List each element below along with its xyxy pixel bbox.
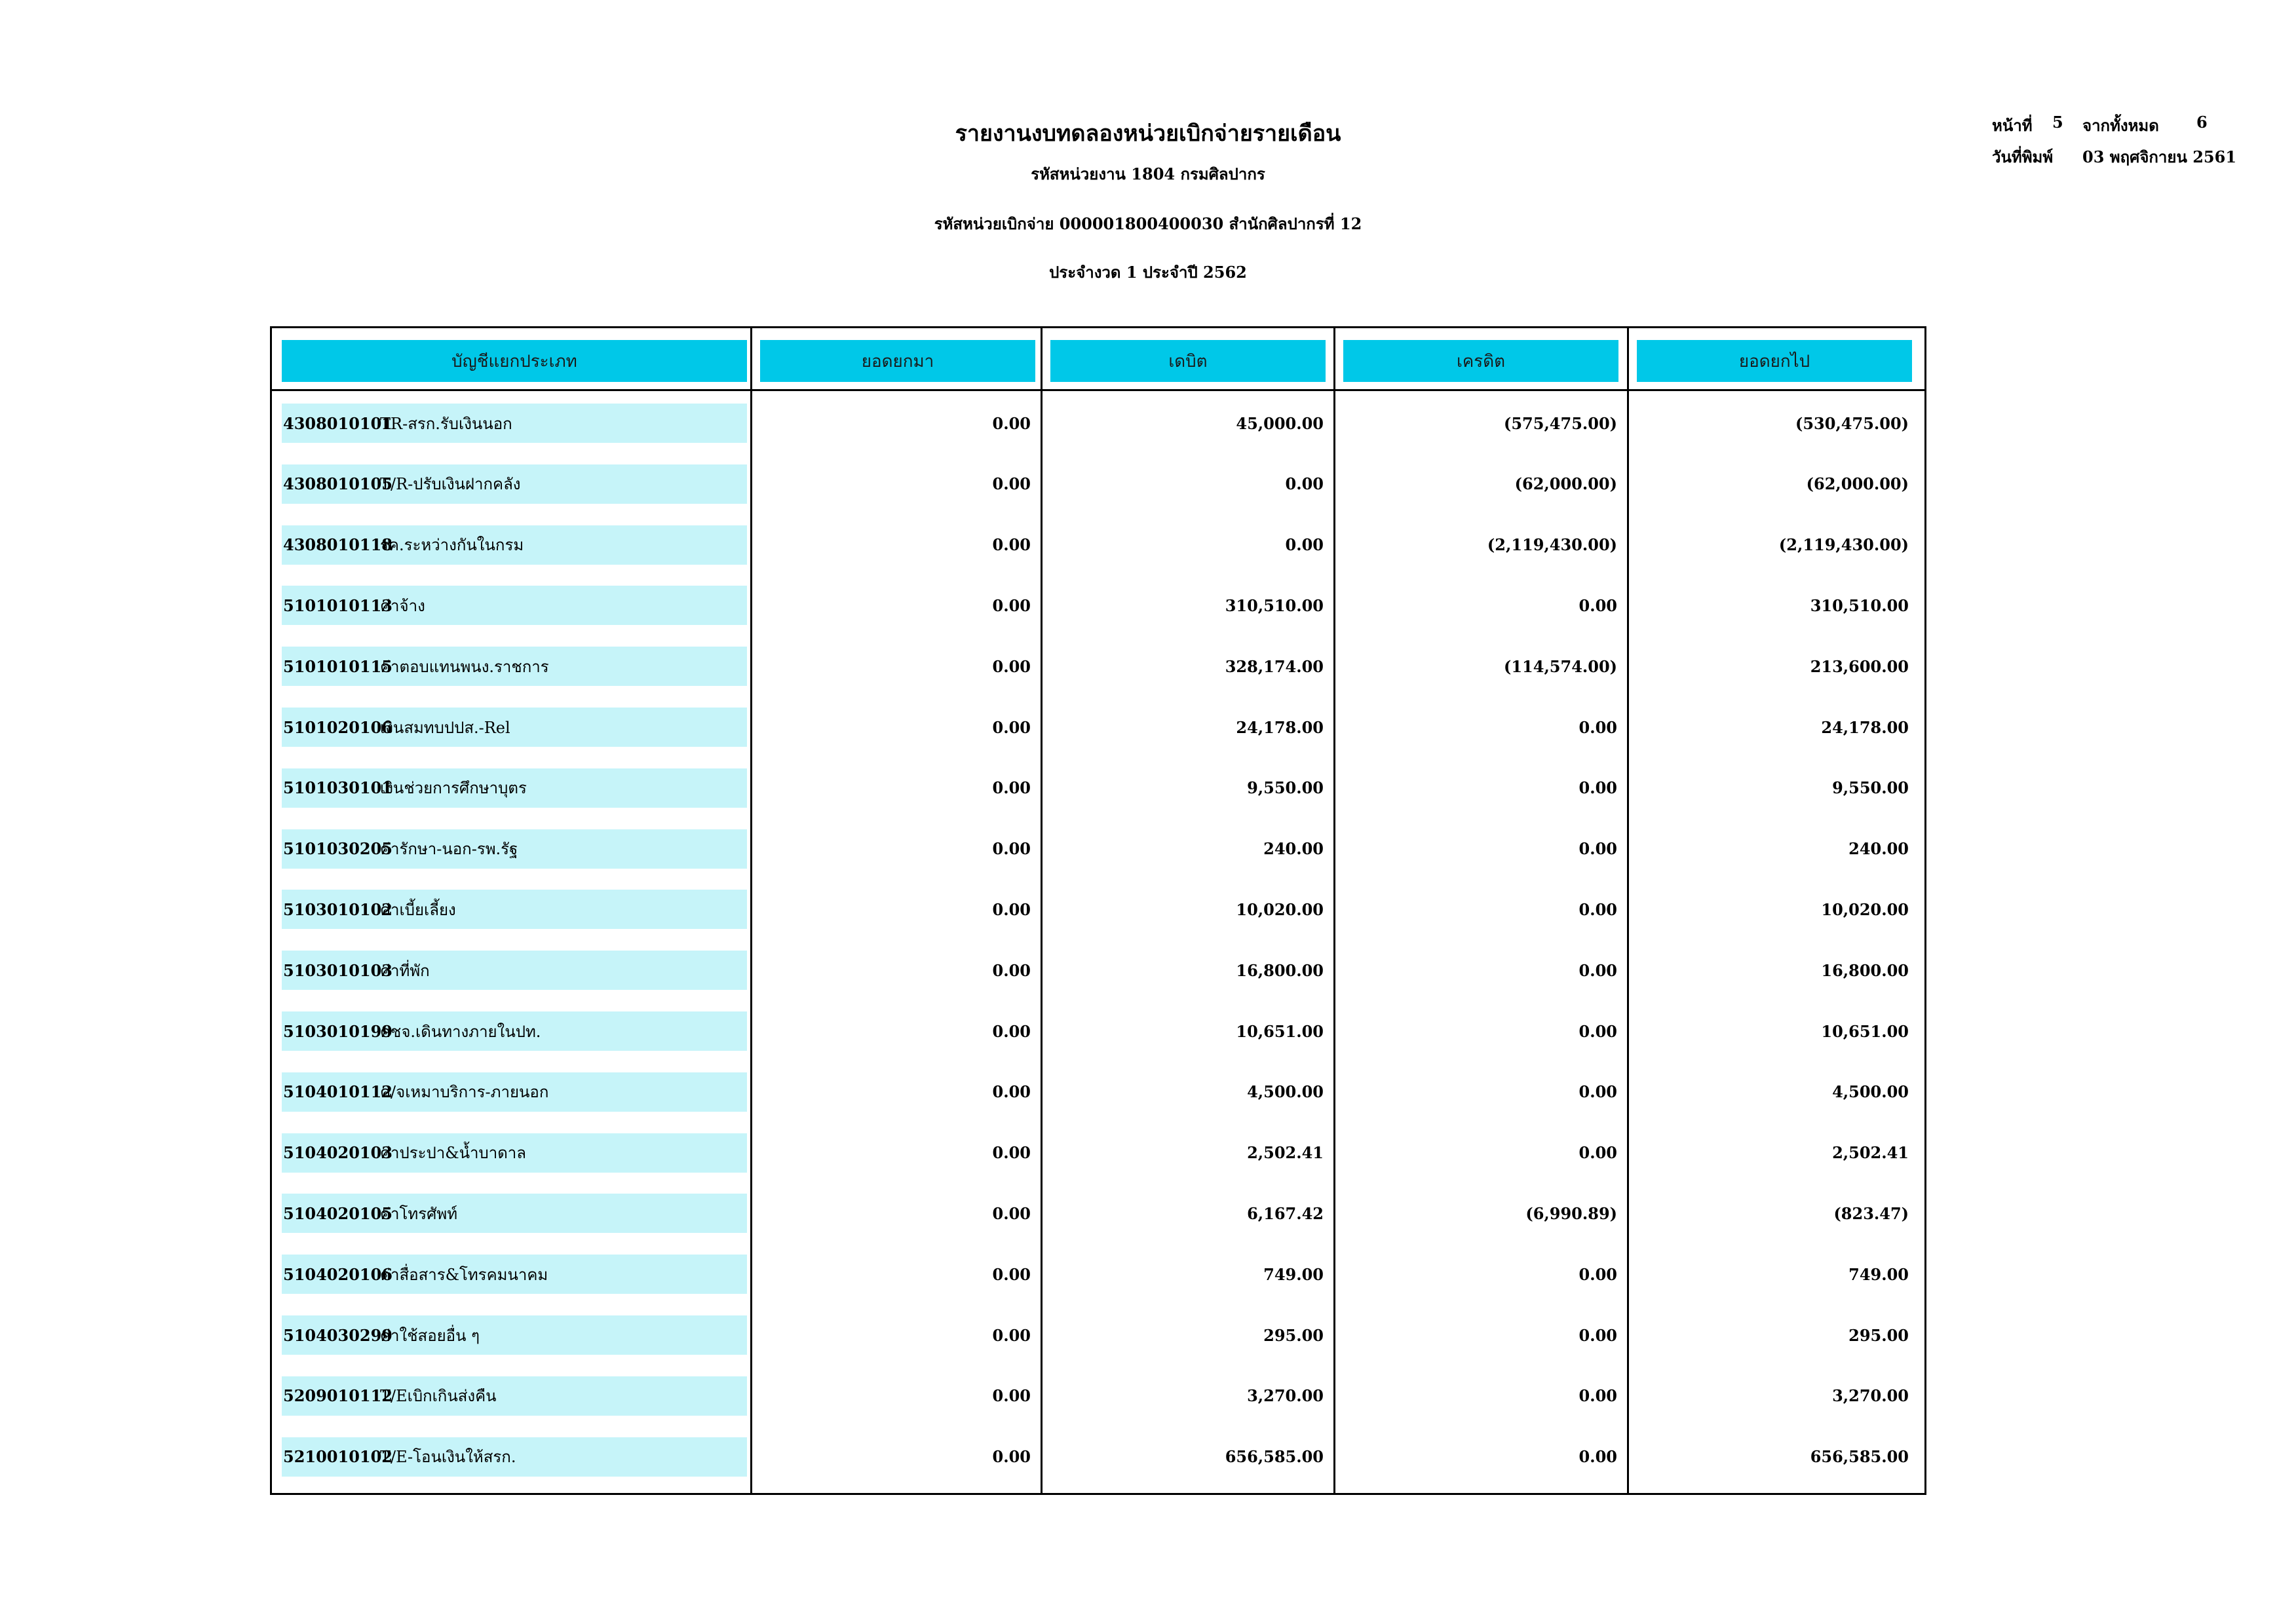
credit-cell: (62,000.00) (1514, 474, 1617, 494)
carried-forward-cell: 24,178.00 (1821, 717, 1909, 737)
account-code: 5103010102 (283, 899, 392, 919)
brought-forward-cell: 0.00 (992, 960, 1031, 980)
debit-cell: 6,167.42 (1247, 1203, 1324, 1223)
debit-cell: 45,000.00 (1236, 413, 1324, 433)
brought-forward-cell: 0.00 (992, 1386, 1031, 1406)
account-name: เงินช่วยการศึกษาบุตร (380, 779, 527, 798)
carried-forward-cell: 2,502.41 (1832, 1143, 1909, 1163)
account-cell (282, 1072, 747, 1112)
account-code: 5101030205 (283, 839, 392, 859)
account-name: ค่าโทรศัพท์ (380, 1204, 458, 1223)
print-date: 03 พฤศจิกายน 2561 (2082, 147, 2237, 166)
total-label: จากทั้งหมด (2082, 116, 2159, 135)
account-code: 5101010115 (283, 656, 392, 676)
brought-forward-cell: 0.00 (992, 1264, 1031, 1284)
account-cell (282, 1194, 747, 1233)
column-header-debit: เดบิต (1050, 340, 1326, 382)
debit-cell: 10,651.00 (1236, 1021, 1324, 1041)
account-name: ค่าที่พัก (380, 961, 430, 980)
credit-cell: 0.00 (1578, 1143, 1617, 1163)
debit-cell: 16,800.00 (1236, 960, 1324, 980)
account-code: 5210010102 (283, 1447, 392, 1467)
brought-forward-cell: 0.00 (992, 1143, 1031, 1163)
account-code: 4308010105 (283, 474, 392, 494)
account-name: คชจ.เดินทางภายในปท. (380, 1022, 541, 1041)
debit-cell: 0.00 (1285, 474, 1324, 494)
brought-forward-cell: 0.00 (992, 1082, 1031, 1102)
carried-forward-cell: 310,510.00 (1810, 595, 1909, 615)
carried-forward-cell: 295.00 (1848, 1325, 1909, 1345)
carried-forward-cell: 10,651.00 (1821, 1021, 1909, 1041)
account-cell (282, 525, 747, 565)
account-code: 5101020106 (283, 717, 392, 737)
account-code: 5104030299 (283, 1325, 392, 1345)
brought-forward-cell: 0.00 (992, 717, 1031, 737)
carried-forward-cell: 10,020.00 (1821, 899, 1909, 919)
credit-cell: 0.00 (1578, 1325, 1617, 1345)
debit-cell: 240.00 (1263, 839, 1324, 859)
brought-forward-cell: 0.00 (992, 656, 1031, 676)
account-name: ค/จเหมาบริการ-ภายนอก (380, 1083, 549, 1102)
account-cell (282, 951, 747, 990)
trial-balance-table (270, 326, 1926, 1495)
account-cell (282, 647, 747, 686)
account-code: 5101010113 (283, 595, 392, 615)
carried-forward-cell: 240.00 (1848, 839, 1909, 859)
account-name: ค่ารักษา-นอก-รพ.รัฐ (380, 840, 518, 859)
table-row (272, 1011, 1928, 1051)
debit-cell: 10,020.00 (1236, 899, 1324, 919)
account-name: T/Eเบิกเกินส่งคืน (380, 1387, 497, 1406)
account-name: ค่าประปา&น้ำบาดาล (380, 1144, 526, 1163)
account-code: 5104010112 (283, 1082, 392, 1102)
account-cell (282, 1437, 747, 1477)
column-header-credit: เครดิต (1343, 340, 1618, 382)
carried-forward-cell: 9,550.00 (1832, 778, 1909, 798)
page-number: 5 (2052, 113, 2063, 132)
table-row (272, 1255, 1928, 1294)
disbursing-unit-line: รหัสหน่วยเบิกจ่าย 000001800400030 สำนักศิลปากรที่ 12 (934, 214, 1362, 233)
column-header-carried-forward: ยอดยกไป (1637, 340, 1912, 382)
table-row (272, 829, 1928, 869)
account-code: 5103010103 (283, 960, 392, 980)
account-cell (282, 829, 747, 869)
table-row (272, 647, 1928, 686)
brought-forward-cell: 0.00 (992, 839, 1031, 859)
debit-cell: 328,174.00 (1225, 656, 1324, 676)
table-row (272, 768, 1928, 808)
carried-forward-cell: 656,585.00 (1810, 1447, 1909, 1467)
credit-cell: 0.00 (1578, 1021, 1617, 1041)
debit-cell: 749.00 (1263, 1264, 1324, 1284)
account-name: T/E-โอนเงินให้สรก. (380, 1448, 516, 1467)
brought-forward-cell: 0.00 (992, 413, 1031, 433)
table-row (272, 1072, 1928, 1112)
credit-cell: 0.00 (1578, 899, 1617, 919)
account-code: 5104020103 (283, 1143, 392, 1163)
credit-cell: 0.00 (1578, 1386, 1617, 1406)
debit-cell: 2,502.41 (1247, 1143, 1324, 1163)
account-cell (282, 708, 747, 747)
account-cell (282, 1315, 747, 1355)
page-label: หน้าที่ (1992, 116, 2033, 135)
table-row (272, 404, 1928, 443)
debit-cell: 9,550.00 (1247, 778, 1324, 798)
table-row (272, 586, 1928, 625)
table-row (272, 1437, 1928, 1477)
account-cell (282, 890, 747, 929)
carried-forward-cell: (823.47) (1833, 1203, 1909, 1223)
table-row (272, 890, 1928, 929)
account-cell (282, 1255, 747, 1294)
carried-forward-cell: (2,119,430.00) (1778, 535, 1909, 555)
account-cell (282, 1133, 747, 1173)
account-cell (282, 1011, 747, 1051)
print-date-label: วันที่พิมพ์ (1992, 147, 2054, 166)
brought-forward-cell: 0.00 (992, 474, 1031, 494)
carried-forward-cell: (530,475.00) (1795, 413, 1909, 433)
credit-cell: (2,119,430.00) (1487, 535, 1617, 555)
credit-cell: 0.00 (1578, 717, 1617, 737)
credit-cell: 0.00 (1578, 1264, 1617, 1284)
carried-forward-cell: 3,270.00 (1832, 1386, 1909, 1406)
credit-cell: 0.00 (1578, 960, 1617, 980)
brought-forward-cell: 0.00 (992, 778, 1031, 798)
debit-cell: 295.00 (1263, 1325, 1324, 1345)
account-name: ค่าสื่อสาร&โทรคมนาคม (380, 1265, 548, 1284)
account-code: 4308010101 (283, 413, 392, 433)
brought-forward-cell: 0.00 (992, 1021, 1031, 1041)
account-code: 4308010118 (283, 535, 392, 555)
debit-cell: 3,270.00 (1247, 1386, 1324, 1406)
credit-cell: (6,990.89) (1525, 1203, 1617, 1223)
account-name: ค่าใช้สอยอื่น ๆ (380, 1326, 480, 1345)
account-name: TR-สรก.รับเงินนอก (380, 414, 512, 433)
account-cell (282, 464, 747, 504)
table-row (272, 1315, 1928, 1355)
account-name: เงินสมทบปปส.-Rel (380, 718, 510, 737)
debit-cell: 310,510.00 (1225, 595, 1324, 615)
credit-cell: (114,574.00) (1503, 656, 1617, 676)
account-name: ค่าจ้าง (380, 596, 425, 615)
brought-forward-cell: 0.00 (992, 899, 1031, 919)
account-code: 5101030101 (283, 778, 392, 798)
account-cell (282, 1376, 747, 1416)
brought-forward-cell: 0.00 (992, 1447, 1031, 1467)
account-name: รค.ระหว่างกันในกรม (380, 536, 524, 555)
carried-forward-cell: (62,000.00) (1806, 474, 1909, 494)
agency-line: รหัสหน่วยงาน 1804 กรมศิลปากร (1031, 164, 1265, 183)
report-title: รายงานงบทดลองหน่วยเบิกจ่ายรายเดือน (955, 121, 1341, 147)
column-header-account: บัญชีแยกประเภท (282, 340, 747, 382)
account-code: 5104020106 (283, 1264, 392, 1284)
period-line: ประจำงวด 1 ประจำปี 2562 (1049, 263, 1247, 282)
header-divider (272, 389, 1924, 391)
account-code: 5103010199 (283, 1021, 392, 1041)
account-name: ค่าเบี้ยเลี้ยง (380, 900, 456, 919)
account-cell (282, 586, 747, 625)
debit-cell: 656,585.00 (1225, 1447, 1324, 1467)
credit-cell: 0.00 (1578, 1082, 1617, 1102)
account-cell (282, 768, 747, 808)
carried-forward-cell: 4,500.00 (1832, 1082, 1909, 1102)
brought-forward-cell: 0.00 (992, 1203, 1031, 1223)
table-row (272, 1194, 1928, 1233)
carried-forward-cell: 16,800.00 (1821, 960, 1909, 980)
table-row (272, 708, 1928, 747)
table-row (272, 525, 1928, 565)
credit-cell: 0.00 (1578, 1447, 1617, 1467)
account-code: 5209010112 (283, 1386, 392, 1406)
account-name: ค่าตอบแทนพนง.ราชการ (380, 657, 549, 676)
table-row (272, 1133, 1928, 1173)
debit-cell: 0.00 (1285, 535, 1324, 555)
account-name: T/R-ปรับเงินฝากคลัง (380, 475, 521, 494)
column-header-brought-forward: ยอดยกมา (760, 340, 1035, 382)
credit-cell: (575,475.00) (1503, 413, 1617, 433)
total-pages: 6 (2196, 113, 2208, 132)
credit-cell: 0.00 (1578, 839, 1617, 859)
brought-forward-cell: 0.00 (992, 1325, 1031, 1345)
carried-forward-cell: 749.00 (1848, 1264, 1909, 1284)
table-row (272, 951, 1928, 990)
table-row (272, 1376, 1928, 1416)
brought-forward-cell: 0.00 (992, 595, 1031, 615)
credit-cell: 0.00 (1578, 595, 1617, 615)
debit-cell: 24,178.00 (1236, 717, 1324, 737)
table-row (272, 464, 1928, 504)
account-cell (282, 404, 747, 443)
account-code: 5104020105 (283, 1203, 392, 1223)
carried-forward-cell: 213,600.00 (1810, 656, 1909, 676)
brought-forward-cell: 0.00 (992, 535, 1031, 555)
credit-cell: 0.00 (1578, 778, 1617, 798)
debit-cell: 4,500.00 (1247, 1082, 1324, 1102)
